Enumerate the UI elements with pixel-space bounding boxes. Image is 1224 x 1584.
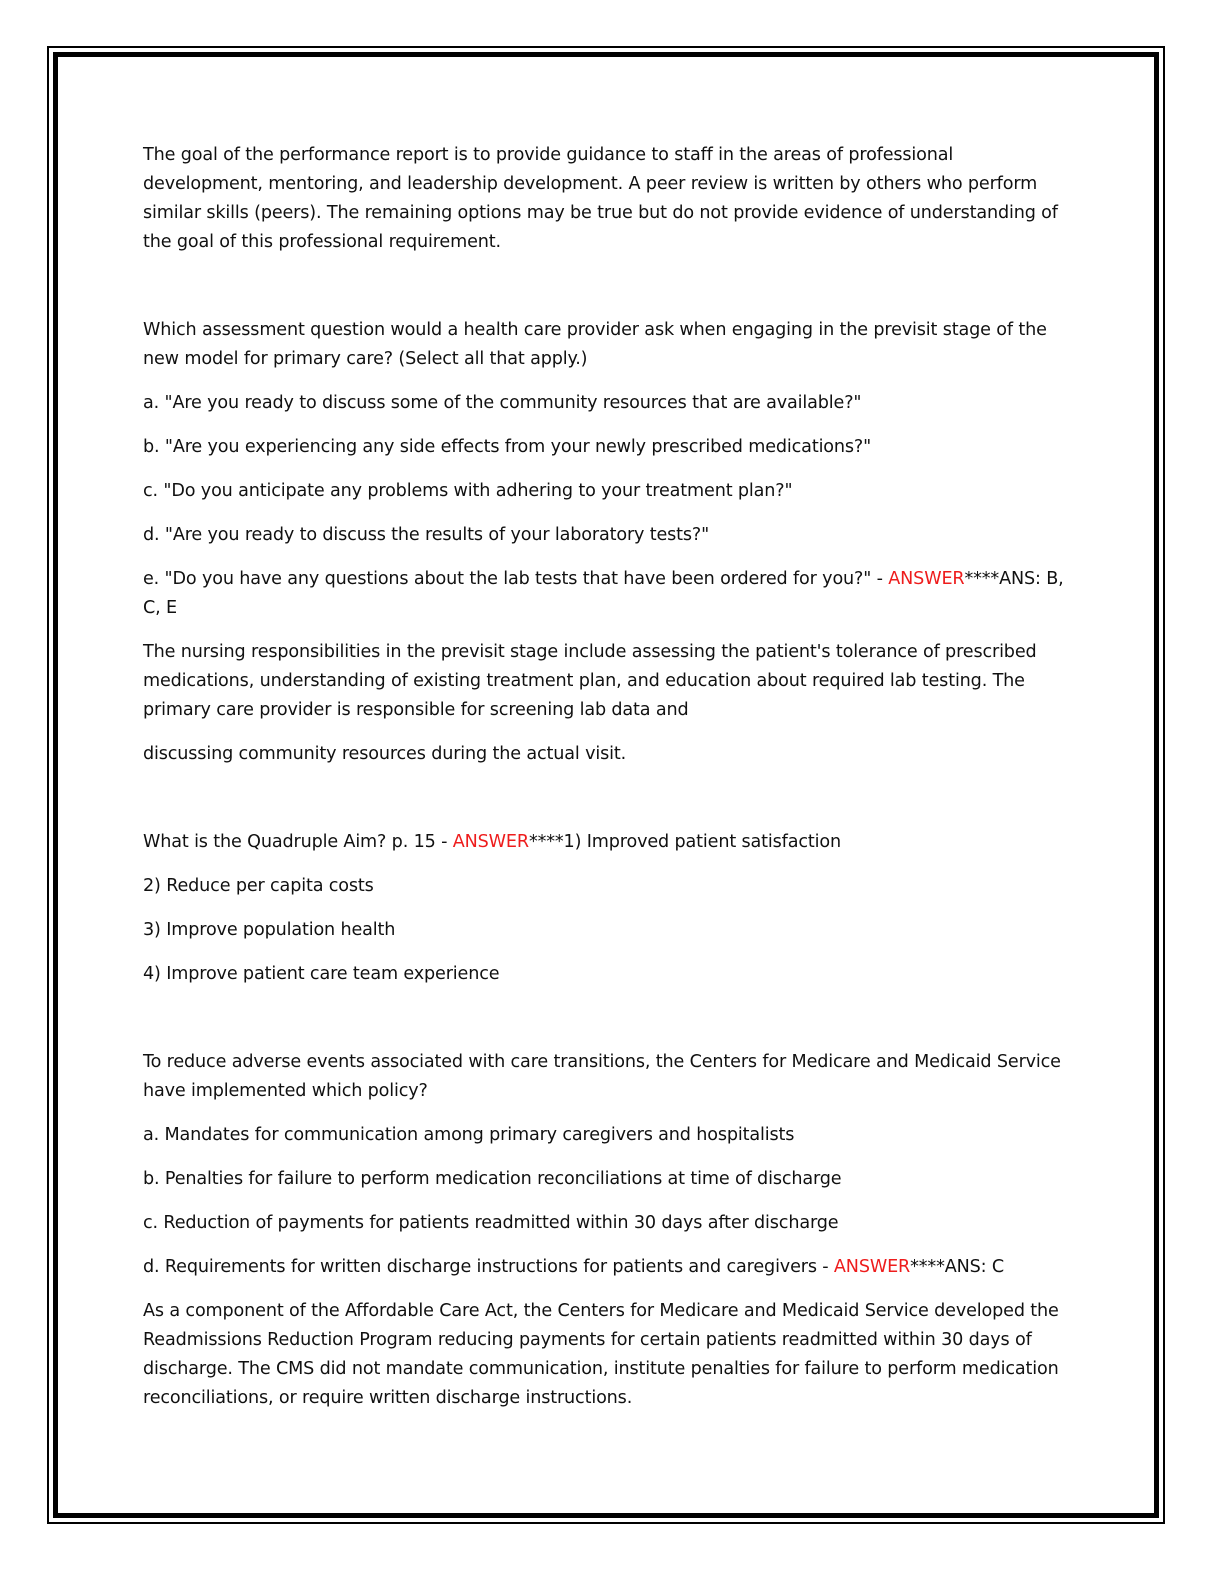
- q1-option-a: a. "Are you ready to discuss some of the community resources that are available?": [143, 393, 862, 413]
- q3-answer-label: ANSWER: [833, 1257, 911, 1277]
- q1-rationale-2: discussing community resources during the actual visit.: [143, 744, 627, 764]
- q3-option-d-text: d. Requirements for written discharge instructions for patients and caregivers -: [143, 1257, 834, 1277]
- q3-rationale: As a component of the Affordable Care Act, the Centers for Medicare and Medicaid Service developed the Readmissions Reduction Program reducing payments for certain patients readmitted within 30 days of discharge. The CMS did not mandate communication, institute penalties for failure to perform medication reconciliations, or require written discharge instructions.: [143, 1301, 1059, 1408]
- q1-option-b: b. "Are you experiencing any side effects from your newly prescribed medications?": [143, 437, 872, 457]
- q1-option-d: d. "Are you ready to discuss the results of your laboratory tests?": [143, 525, 710, 545]
- q2-question-text: What is the Quadruple Aim? p. 15 -: [143, 832, 453, 852]
- q1-answer-text: ****ANS: B, C, E: [143, 569, 1064, 618]
- q2-item-3: 3) Improve population health: [143, 920, 396, 940]
- q3-option-c: c. Reduction of payments for patients readmitted within 30 days after discharge: [143, 1213, 839, 1233]
- q3-option-a: a. Mandates for communication among primary caregivers and hospitalists: [143, 1125, 795, 1145]
- q3-question: To reduce adverse events associated with care transitions, the Centers for Medicare and Medicaid Service have implemented which policy?: [143, 1052, 1061, 1101]
- q3-answer-text: ****ANS: C: [910, 1257, 1004, 1277]
- q2-item-4: 4) Improve patient care team experience: [143, 964, 500, 984]
- intro-rationale: The goal of the performance report is to provide guidance to staff in the areas of professional development, mentoring, and leadership development. A peer review is written by others who perform similar skills (peers). The remaining options may be true but do not provide evidence of understanding of the goal of this professional requirement.: [143, 145, 1058, 252]
- q3-option-b: b. Penalties for failure to perform medication reconciliations at time of discharge: [143, 1169, 842, 1189]
- q2-answer-label: ANSWER: [452, 832, 529, 852]
- document-body: [143, 141, 1068, 1428]
- q1-rationale-1: The nursing responsibilities in the previsit stage include assessing the patient's tolerance of prescribed medications, understanding of existing treatment plan, and education about required lab testing. The primary care provider is responsible for screening lab data and: [143, 642, 1037, 720]
- q2-question: [143, 828, 1068, 857]
- q3-option-d: [143, 1253, 1068, 1282]
- q1-answer-label: ANSWER: [888, 569, 965, 589]
- q2-item-2: 2) Reduce per capita costs: [143, 876, 374, 896]
- q1-option-c: c. "Do you anticipate any problems with adhering to your treatment plan?": [143, 481, 793, 501]
- q1-option-e: [143, 565, 1068, 623]
- q1-question: Which assessment question would a health care provider ask when engaging in the previsit stage of the new model for primary care? (Select all that apply.): [143, 320, 1047, 369]
- q2-answer-text: ****1) Improved patient satisfaction: [528, 832, 841, 852]
- q1-option-e-text: e. "Do you have any questions about the lab tests that have been ordered for you?" -: [143, 569, 889, 589]
